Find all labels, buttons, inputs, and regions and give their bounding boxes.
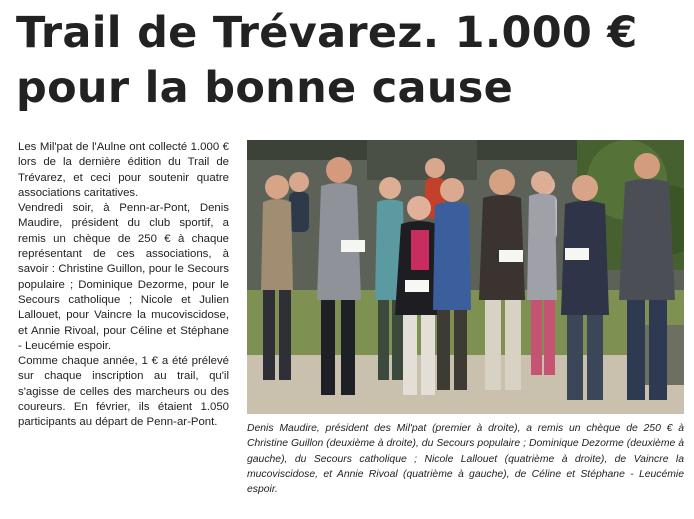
- body-paragraph-2: Vendredi soir, à Penn-ar-Pont, Denis Maudire, président du club sportif, a remis un chèque de 250 € à chaque représentant de ces associations, à savoir : Christine Guillon, pour le Secours populaire ; Dominique Dezorme, pour le Secours catholique ; Nicole et Julien Lallouet, pour Vaincre la mucoviscidose, et Annie Rivoal, pour Céline et Stéphane - Leucémie espoir.: [18, 202, 229, 352]
- body-paragraph-1: Les Mil'pat de l'Aulne ont collecté 1.000 € lors de la dernière édition du Trail de Trévarez, et ceci pour soutenir quatre associations caritatives.: [18, 141, 229, 199]
- article-headline: [16, 6, 686, 116]
- article-body: [18, 140, 229, 431]
- headline-line-1: Trail de Trévarez. 1.000 €: [16, 8, 638, 58]
- person-7: [527, 171, 557, 375]
- body-paragraph-3: Comme chaque année, 1 € a été prélevé sur chaque inscription au trail, qu'il s'agisse de celles des marcheurs ou des coureurs. En février, ils étaient 1.050 participants au départ de Penn-ar-Pont.: [18, 355, 229, 429]
- group-photo-illustration: [247, 140, 684, 414]
- photo-caption: Denis Maudire, président des Mil'pat (premier à droite), a remis un chèque de 250 € à Christine Guillon (deuxième à droite), du Secours populaire ; Dominique Dezorme (deuxième à gauche), du Secours catholique ; Nicole Lallouet (quatrième à droite), de Vaincre la mucoviscidose, et Annie Rivoal (quatrième à gauche), de Céline et Stéphane - Leucémie espoir.: [247, 423, 684, 496]
- person-back-1: [289, 172, 309, 232]
- headline-line-2: pour la bonne cause: [16, 63, 514, 113]
- group-photo: [247, 140, 684, 414]
